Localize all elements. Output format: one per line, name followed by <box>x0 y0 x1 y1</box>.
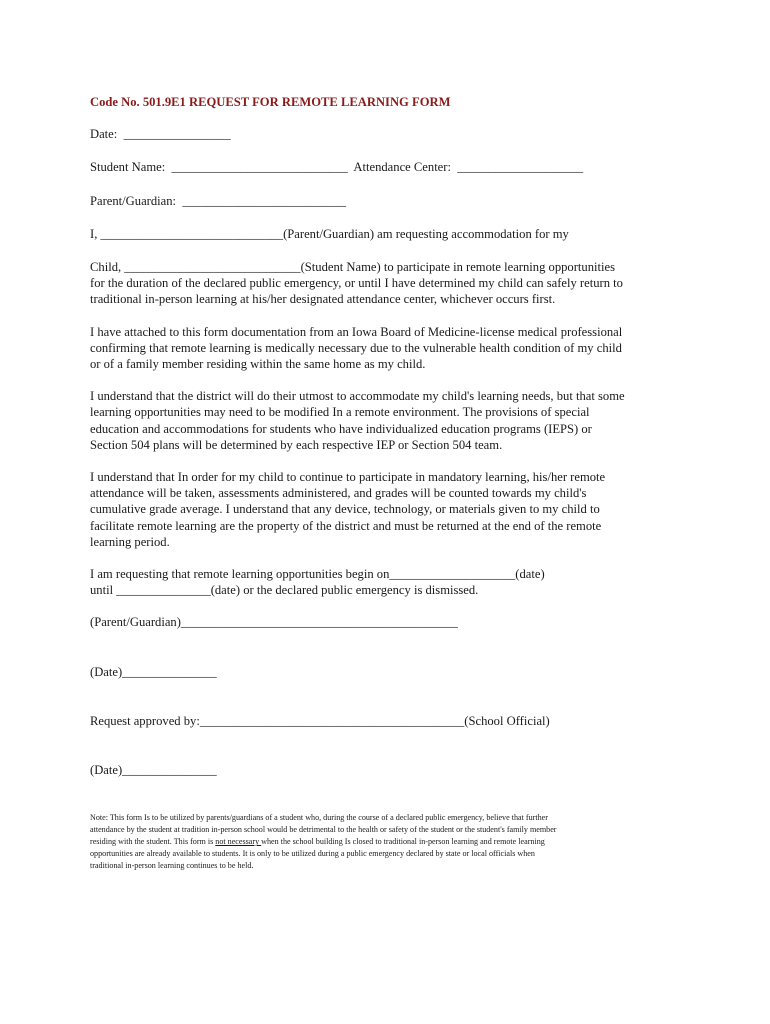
form-document <box>90 94 690 778</box>
district-paragraph: I understand that the district will do their utmost to accommodate my child's learning needs, but that some learning opportunities may need to be modified In a remote environment. The provisions of special education and accommodations for students who have individualized education programs (IEPS) or Section 504 plans will be determined by each respective IEP or Section 504 team. <box>90 389 625 452</box>
requesting-dates-paragraph: I am requesting that remote learning opportunities begin on____________________(date) until _______________(date) or the declared public emergency is dismissed. <box>90 567 545 598</box>
date-signature-line: (Date)_______________ <box>90 664 217 679</box>
parent-guardian-line: Parent/Guardian: __________________________ <box>90 193 347 208</box>
parent-signature-line: (Parent/Guardian)____________________________________________ <box>90 615 458 630</box>
date-field-line: Date: _________________ <box>90 127 231 142</box>
footnote-underlined-text: not necessary <box>215 837 262 847</box>
child-paragraph: Child, ____________________________(Student Name) to participate in remote learning opportunities for the duration of the declared public emergency, or until I have determined my child can safely return to traditional in-person learning at his/her designated attendance center, whichever occurs first. <box>90 260 623 307</box>
mandatory-learning-paragraph: I understand that In order for my child to continue to participate in mandatory learning, his/her remote attendance will be taken, assessments administered, and grades will be counted towards my child's cumulative grade average. I understand that any device, technology, or materials given to my child to facilitate remote learning are the property of the district and must be returned at the end of the remote learning period. <box>90 470 606 549</box>
documentation-paragraph: I have attached to this form documentation from an Iowa Board of Medicine-license medical professional confirming that remote learning is medically necessary due to the vulnerable health condition of my child or of a family member residing within the same home as my child. <box>90 324 623 372</box>
footnote-text-start: Note: This form Is to be utilized by parents/guardians of a student who, during the course of a declared public emergency, believe that further attendance by the student at tradition in-person school would be detrimental to the health or safety of the student or the student's family member residing with the student. This form is <box>90 813 557 847</box>
footnote-text-end: when the school building Is closed to traditional in-person learning and remote learning opportunities are already available to students. It is only to be utilized during a public emergency declared by state or local officials when traditional in-person learning continues to be held. <box>90 837 545 871</box>
approval-date-line: (Date)_______________ <box>90 763 217 778</box>
request-approved-line: Request approved by:__________________________________________(School Official) <box>90 713 550 728</box>
student-name-line: Student Name: ____________________________ Attendance Center: ____________________ <box>90 160 584 175</box>
form-title: Code No. 501.9E1 REQUEST FOR REMOTE LEARNING FORM <box>90 95 451 109</box>
request-intro-line: I, _____________________________(Parent/Guardian) am requesting accommodation for my <box>90 226 569 241</box>
footnote <box>90 812 690 872</box>
